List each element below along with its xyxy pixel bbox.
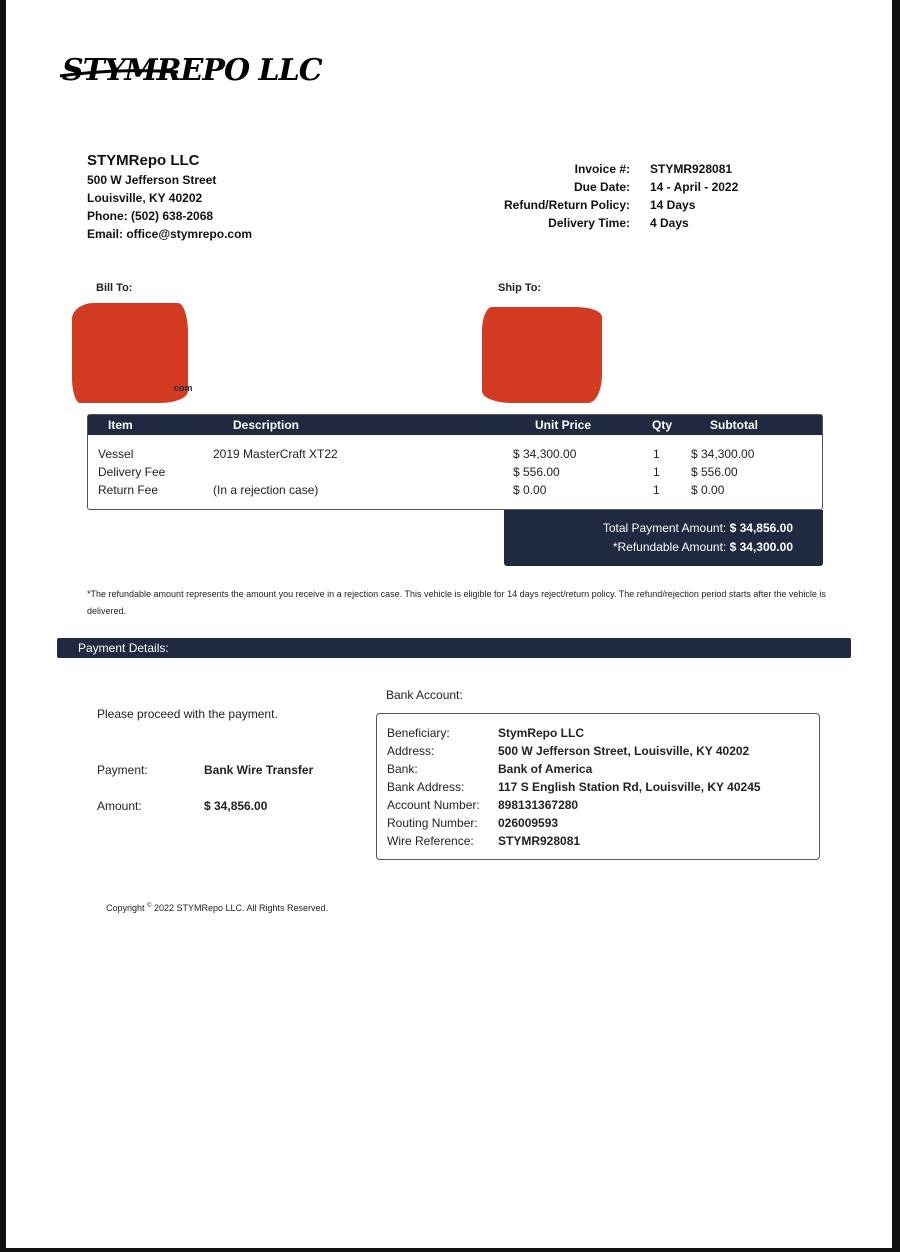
cell-description: (In a rejection case) — [213, 483, 319, 497]
copyright-text: 2022 STYMRepo LLC. All Rights Reserved. — [153, 903, 329, 913]
table-row — [88, 463, 822, 481]
invoice-number-label: Invoice #: — [574, 162, 630, 176]
bank-account-box — [376, 713, 820, 860]
bank-value: 117 S English Station Rd, Louisville, KY 40245 — [498, 780, 761, 794]
ship-to-redaction — [482, 307, 602, 403]
cell-description: 2019 MasterCraft XT22 — [213, 447, 338, 461]
copyright-footer — [106, 903, 328, 913]
invoice-number-value: STYMR928081 — [650, 162, 733, 176]
bank-key: Routing Number: — [387, 816, 478, 830]
refundable-row — [613, 540, 793, 554]
cell-qty: 1 — [653, 447, 660, 461]
company-logo — [58, 46, 322, 98]
cell-item: Return Fee — [98, 483, 159, 497]
cell-item: Vessel — [98, 447, 134, 461]
bank-value: STYMR928081 — [498, 834, 581, 848]
header-qty: Qty — [652, 418, 673, 432]
total-payment-value: $ 34,856.00 — [729, 521, 793, 535]
bank-value: StymRepo LLC — [498, 726, 585, 740]
cell-subtotal: $ 556.00 — [691, 465, 738, 479]
bank-row-bank-address — [377, 780, 819, 798]
bill-to-email-suffix: com — [174, 383, 193, 393]
payment-details-bar: Payment Details: — [57, 638, 851, 658]
company-name: STYMRepo LLC — [87, 152, 200, 169]
invoice-number-row — [486, 160, 738, 178]
table-row — [88, 445, 822, 463]
delivery-time-label: Delivery Time: — [548, 216, 630, 230]
return-policy-row — [486, 196, 738, 214]
company-phone: Phone: (502) 638-2068 — [87, 209, 214, 223]
bank-row-routing-number — [377, 816, 819, 834]
header-description: Description — [233, 418, 300, 432]
table-row — [88, 481, 822, 499]
header-unit-price: Unit Price — [535, 418, 592, 432]
payment-method-label: Payment: — [97, 763, 148, 777]
cell-subtotal: $ 0.00 — [691, 483, 725, 497]
cell-qty: 1 — [653, 483, 660, 497]
company-address-block — [87, 151, 252, 243]
delivery-time-row — [486, 214, 738, 232]
items-table-body — [88, 435, 822, 499]
payment-method-row — [97, 763, 314, 777]
payment-amount-row — [97, 799, 268, 813]
refundable-label: *Refundable Amount: — [612, 540, 727, 554]
cell-subtotal: $ 34,300.00 — [691, 447, 755, 461]
delivery-time-value: 4 Days — [650, 216, 689, 230]
bank-row-address — [377, 744, 819, 762]
total-payment-row — [603, 521, 793, 535]
refund-note: *The refundable amount represents the amount you receive in a rejection case. This vehicle is eligible for 14 days reject/return policy. The refund/rejection period starts after the vehicle is delivered. — [87, 589, 826, 616]
company-street: 500 W Jefferson Street — [87, 173, 217, 187]
bank-key: Beneficiary: — [387, 726, 450, 740]
bank-account-label: Bank Account: — [386, 688, 463, 702]
payment-amount-label: Amount: — [97, 799, 142, 813]
payment-method-value: Bank Wire Transfer — [204, 763, 314, 777]
items-table-header — [88, 415, 822, 435]
bank-row-beneficiary — [377, 726, 819, 744]
bank-row-bank — [377, 762, 819, 780]
due-date-value: 14 - April - 2022 — [650, 180, 739, 194]
copyright-symbol: © — [147, 903, 152, 909]
bank-key: Bank Address: — [387, 780, 465, 794]
bank-value: 898131367280 — [498, 798, 579, 812]
due-date-label: Due Date: — [573, 180, 630, 194]
cell-item: Delivery Fee — [98, 465, 166, 479]
bank-row-wire-reference — [377, 834, 819, 852]
refundable-value: $ 34,300.00 — [729, 540, 793, 554]
invoice-meta — [486, 160, 738, 232]
bank-key: Address: — [387, 744, 435, 758]
items-table — [87, 414, 823, 510]
return-policy-label: Refund/Return Policy: — [503, 198, 630, 212]
cell-unit-price: $ 34,300.00 — [513, 447, 577, 461]
logo-wordmark: STYMREPO LLC — [62, 53, 322, 88]
header-item: Item — [108, 418, 133, 432]
cell-unit-price: $ 556.00 — [513, 465, 560, 479]
bank-row-account-number — [377, 798, 819, 816]
bill-to-label: Bill To: — [96, 282, 133, 294]
invoice-page — [6, 0, 892, 1248]
header-subtotal: Subtotal — [710, 418, 758, 432]
company-city: Louisville, KY 40202 — [87, 191, 203, 205]
payment-amount-value: $ 34,856.00 — [204, 799, 268, 813]
cell-qty: 1 — [653, 465, 660, 479]
bank-key: Account Number: — [387, 798, 480, 812]
bank-key: Wire Reference: — [387, 834, 474, 848]
due-date-row — [486, 178, 738, 196]
company-email: Email: office@stymrepo.com — [87, 227, 253, 241]
bank-value: 026009593 — [498, 816, 559, 830]
bank-key: Bank: — [387, 762, 418, 776]
bill-to-redaction — [72, 303, 188, 403]
totals-box — [504, 510, 823, 566]
cell-unit-price: $ 0.00 — [513, 483, 547, 497]
proceed-text: Please proceed with the payment. — [97, 707, 278, 721]
return-policy-value: 14 Days — [650, 198, 696, 212]
copyright-prefix: Copyright — [106, 903, 145, 913]
bank-value: 500 W Jefferson Street, Louisville, KY 40202 — [498, 744, 750, 758]
total-payment-label: Total Payment Amount: — [602, 521, 727, 535]
bank-value: Bank of America — [498, 762, 593, 776]
ship-to-label: Ship To: — [498, 282, 542, 294]
